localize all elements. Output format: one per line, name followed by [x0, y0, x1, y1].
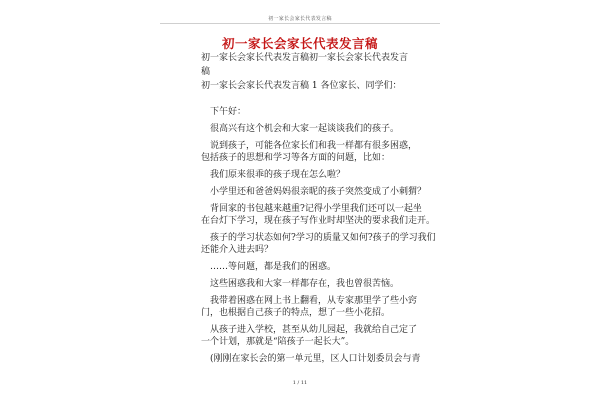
paragraph-line: 我带着困惑在网上书上翻看，从专家那里学了些小窍: [210, 296, 418, 306]
paragraph-line: 包括孩子的思想和学习等各方面的问题，比如：: [201, 153, 391, 163]
paragraph-line: ……等问题，都是我们的困惑。: [210, 262, 337, 272]
paragraph-line: 很高兴有这个机会和大家一起谈谈我们的孩子。: [210, 124, 400, 134]
document-title: 初一家长会家长代表发言稿: [221, 36, 378, 51]
document-body: [201, 52, 436, 365]
paragraph-line: 还能介入进去吗？: [201, 245, 274, 255]
intro-line: 初一家长会家长代表发言稿初一家长会家长代表发言: [201, 53, 409, 63]
paragraph-line: 我们原来很乖的孩子现在怎么啦？: [210, 170, 346, 180]
paragraph-line: 门，也根据自己孩子的特点，想了一些小花招。: [201, 308, 391, 318]
paragraph-line: 一个计划，那就是“陪孩子一起长大”。: [201, 337, 355, 347]
paragraph-line: 说到孩子，可能各位家长们和我一样都有很多困惑，: [210, 141, 418, 151]
paragraph-line: 背回家的书包越来越重?记得小学里我们还可以一起坐: [210, 204, 422, 214]
paragraph-line: 从孩子进入学校，甚至从幼儿园起，我就给自己定了: [210, 325, 418, 335]
paragraph-line: 小学里还和爸爸妈妈很亲昵的孩子突然变成了小刺猬？: [210, 187, 427, 197]
intro-line: 稿: [201, 67, 211, 77]
intro-line: 初一家长会家长代表发言稿 1 各位家长、同学们：: [201, 81, 402, 91]
paragraph-line: 孩子的学习状态如何?学习的质量又如何?孩子的学习我们: [210, 233, 436, 243]
paragraph-line: 这些困惑我和大家一样都存在，我也曾很苦恼。: [210, 279, 400, 289]
running-header: 初一家长会家长代表发言稿: [268, 16, 332, 22]
paragraph-line: (刚刚在家长会的第一单元里，区人口计划委员会与青: [210, 354, 421, 364]
page-number: 1 / 11: [292, 380, 308, 386]
salutation: 下午好：: [210, 107, 247, 117]
header-rule: [160, 23, 440, 24]
paragraph-line: 在台灯下学习，现在孩子写作业时却坚决的要求我们走开。: [201, 216, 436, 226]
